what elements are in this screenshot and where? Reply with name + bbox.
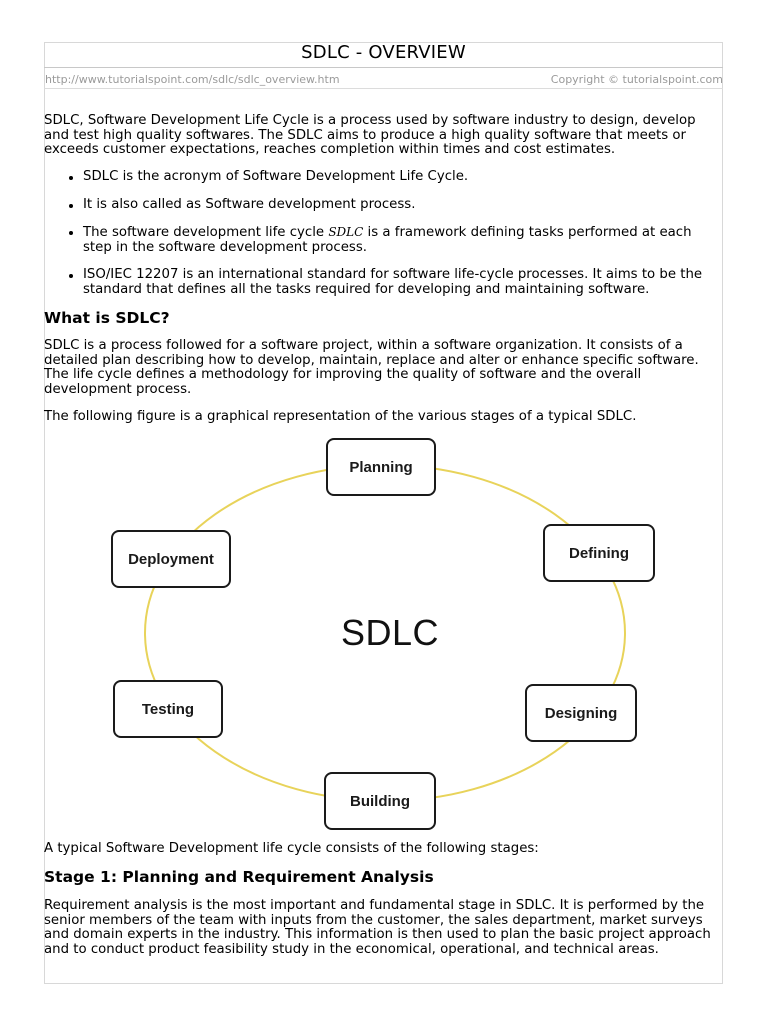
header-divider — [44, 88, 723, 89]
title-divider — [44, 67, 723, 68]
diagram-center-label: SDLC — [341, 612, 440, 653]
bullet-text-pre: The software development life cycle — [83, 225, 329, 240]
stage-node-testing: Testing — [113, 680, 223, 738]
stage-node-defining: Defining — [543, 524, 655, 582]
source-url[interactable]: http://www.tutorialspoint.com/sdlc/sdlc_overview.htm — [45, 73, 340, 86]
list-item: SDLC is the acronym of Software Development Life Cycle. — [44, 170, 724, 185]
stages-intro-paragraph: A typical Software Development life cycle consists of the following stages: — [44, 841, 539, 856]
intro-bullet-list — [44, 170, 724, 310]
sdlc-cycle-diagram — [100, 432, 668, 834]
what-is-sdlc-paragraph: SDLC is a process followed for a software project, within a software organization. It consists of a detailed plan describing how to develop, maintain, replace and alter or enhance specific software. The life cycle defines a methodology for improving the quality of software and the overall development process. — [44, 338, 699, 397]
figure-intro-paragraph: The following figure is a graphical representation of the various stages of a typical SDLC. — [44, 409, 637, 424]
bullet-emphasis: SDLC — [328, 225, 364, 239]
stage-node-designing: Designing — [525, 684, 637, 742]
section-heading-stage-1: Stage 1: Planning and Requirement Analysis — [44, 868, 434, 886]
list-item: ISO/IEC 12207 is an international standard for software life-cycle processes. It aims to be the standard that defines all the tasks required for developing and maintaining software. — [44, 268, 724, 297]
section-heading-what-is-sdlc: What is SDLC? — [44, 309, 170, 327]
copyright-notice: Copyright © tutorialspoint.com — [550, 73, 723, 86]
stage-node-planning: Planning — [326, 438, 436, 496]
intro-paragraph: SDLC, Software Development Life Cycle is a process used by software industry to design, develop and test high quality softwares. The SDLC aims to produce a high quality software that meets or exceeds customer expectations, reaches completion within times and cost estimates. — [44, 113, 696, 157]
stage-node-building: Building — [324, 772, 436, 830]
list-item: It is also called as Software development process. — [44, 198, 724, 213]
stage-node-deployment: Deployment — [111, 530, 231, 588]
page-title: SDLC - OVERVIEW — [301, 42, 466, 63]
bullet-text-post: is a framework defining tasks performed at each step in the software development process. — [83, 225, 692, 255]
stage-1-paragraph: Requirement analysis is the most important and fundamental stage in SDLC. It is performed by the senior members of the team with inputs from the customer, the sales department, market surveys and domain experts in the industry. This information is then used to plan the basic project approach and to conduct product feasibility study in the economical, operational, and technical areas. — [44, 898, 711, 957]
list-item — [44, 225, 724, 255]
